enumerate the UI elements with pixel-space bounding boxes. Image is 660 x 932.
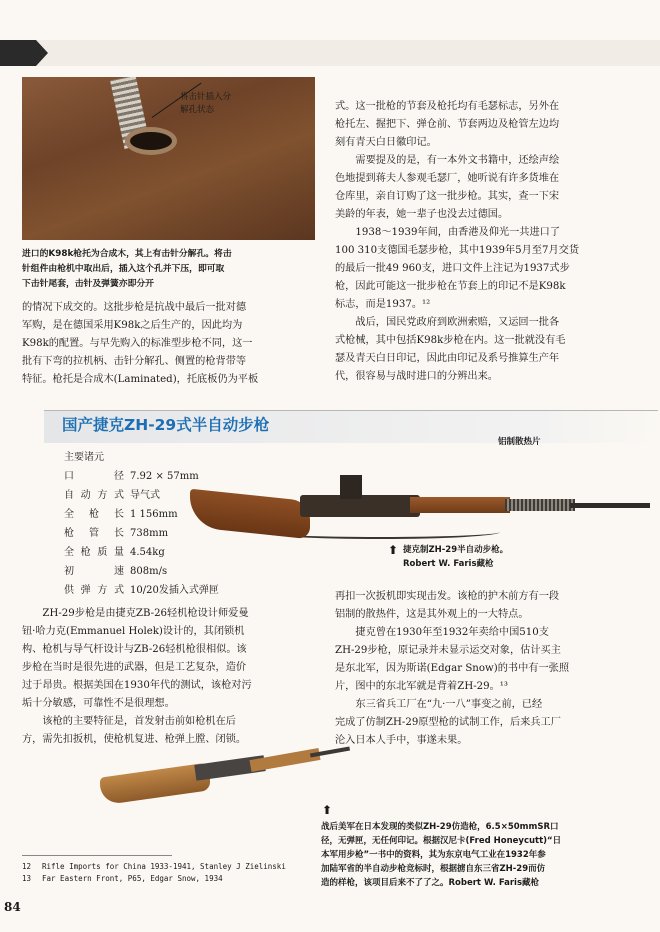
photo-label: 将击针插入分 解孔状态 [180, 92, 232, 115]
left-bottom-text [22, 605, 316, 749]
text-line: 式。这一批枪的节套及枪托均有毛瑟标志，另外在 [335, 101, 560, 112]
spec-key: 口 径 [64, 471, 124, 482]
spec-key: 枪 管 长 [64, 528, 124, 539]
rifle2-handguard [249, 748, 320, 772]
spec-row [64, 581, 219, 600]
spec-row [64, 543, 219, 562]
spec-value: 10/20发插入式弹匣 [130, 585, 219, 596]
footnote [22, 861, 286, 873]
caption-line: 造的样枪，该项目后来不了了之。Robert W. Faris藏枪 [321, 878, 540, 888]
heatsink-label: 铝制散热片 [498, 437, 541, 447]
spec-value: 1 156mm [130, 509, 178, 520]
text-line: 钮·哈力克(Emmanuel Holek)设计的，其闭锁机 [22, 626, 245, 637]
text-line: 色地提到蒋夫人参观毛瑟厂，她听说有许多货堆在 [335, 173, 560, 184]
caption-line: 本军用步枪”一书中的资料，其为东京电气工业在1932年参 [321, 850, 546, 860]
text-line: 瑟及青天白日印记，因此由印记及系号推算生产年 [335, 353, 560, 364]
text-line: ZH-29步枪是由捷克ZB-26轻机枪设计师爱曼 [42, 608, 249, 619]
header-tab [0, 40, 36, 66]
text-line: 是东北军，因为斯诺(Edgar Snow)的书中有一张照 [335, 663, 570, 674]
spec-value: 808m/s [130, 566, 168, 577]
spec-value: 7.92 × 57mm [130, 471, 199, 482]
spec-value: 738mm [130, 528, 169, 539]
section-title: 国产捷克ZH-29式半自动步枪 [62, 416, 270, 434]
footnote-text: Far Eastern Front, P65, Edgar Snow, 1934 [42, 874, 223, 883]
text-line: 构、枪机与导气杆设计与ZB-26轻机枪很相似。该 [22, 644, 247, 655]
spec-key: 全 枪 长 [64, 509, 124, 520]
spec-value: 4.54kg [130, 547, 165, 558]
rifle-stock [190, 489, 310, 540]
text-line: 式枪械，其中包括K98k步枪在内。这一批就没有毛 [335, 335, 566, 346]
footnote-text: Rifle Imports for China 1933-1941, Stanley J Zielinski [42, 862, 286, 871]
text-line: 美龄的年表，她一辈子也没去过德国。 [335, 209, 509, 220]
text-line: 代，很容易与战时进口的分辨出来。 [335, 371, 498, 382]
rifle2-stock [100, 762, 210, 805]
text-line: 方，需先扣扳机，使枪机复进、枪弹上膛、闭锁。 [22, 734, 247, 745]
text-line: 再扣一次扳机即实现击发。该枪的护木前方有一段 [335, 591, 560, 602]
text-line: 1938～1939年间，由香港及仰光一共进口了 [355, 227, 561, 238]
text-line: 刻有青天白日徽印记。 [335, 137, 437, 148]
spec-key: 全枪质量 [64, 547, 124, 558]
text-line: 的最后一批49 960支，进口文件上注记为1937式步 [335, 263, 570, 274]
text-line: 仓库里，亲自订购了这一批步枪。其实，查一下宋 [335, 191, 560, 202]
zh29-rifle-photo [190, 455, 650, 540]
k98k-stock-photo [22, 77, 315, 240]
text-line: 东三省兵工厂在“九·一八”事变之前，已经 [355, 699, 543, 710]
spec-row [64, 562, 219, 581]
text-line: 片，图中的东北军就是背着ZH-29。¹³ [335, 681, 508, 692]
arrow-up-icon: ⬆ [388, 543, 399, 557]
rifle-barrel [570, 503, 650, 508]
rifle2-caption [321, 820, 629, 890]
text-line: 沦入日本人手中，事遂未果。 [335, 735, 468, 746]
text-line: 垢十分敏感，可靠性不是很理想。 [22, 698, 175, 709]
spec-key: 自动方式 [64, 490, 124, 501]
text-line: ZH-29步枪，原记录并未显示运交对象，估计买主 [335, 645, 561, 656]
rifle1-caption: 捷克制ZH-29半自动步枪。 Robert W. Faris藏枪 [403, 545, 509, 569]
rifle-magazine [340, 475, 362, 499]
japanese-copy-rifle-photo [100, 750, 350, 810]
footnote-number: 13 [22, 874, 32, 883]
page-number: 84 [4, 900, 21, 914]
photo1-caption: 进口的K98k枪托为合成木，其上有击针分解孔。将击 针组件由枪机中取出后，插入这个孔并下压，即可取 下击针尾套，击针及弹簧亦即分开 [22, 249, 232, 289]
left-top-text: 的情况下成交的。这批步枪是抗战中最后一批对德 军购，是在德国采用K98k之后生产的，因此均为 K98k的配置。与早先购入的标准型步枪不同，这一 批有下弯的拉机柄、击针分解孔、侧置的枪背带等 特征。枪托是合成木(Laminated)，托底板仍为平板 [22, 302, 259, 385]
footnote-number: 12 [22, 862, 32, 871]
footnote [22, 873, 286, 885]
caption-line: 径，无弹匣，无任何印记。根据汉尼卡(Fred Honeycutt)“日 [321, 836, 562, 846]
text-line: 该枪的主要特征是，首发射击前如枪机在后 [42, 716, 236, 727]
spec-key: 供弹方式 [64, 585, 124, 596]
spec-heading: 主要诸元 [64, 452, 104, 463]
text-line: 100 310支德国毛瑟步枪，其中1939年5月至7月交货 [335, 245, 580, 256]
page-header-bar [0, 40, 660, 66]
text-line: 过于昂贵。根据美国在1930年代的测试，该枪对污 [22, 680, 252, 691]
text-line: 完成了仿制ZH-29原型枪的试制工作，后来兵工厂 [335, 717, 561, 728]
text-line: 枪，因此可能这一批步枪在节套上的印记不是K98k [335, 281, 566, 292]
right-top-text [335, 98, 635, 386]
disassembly-hole [130, 132, 172, 150]
spec-value: 导气式 [130, 490, 160, 501]
footnote-rule [22, 855, 172, 856]
arrow-up-icon-2: ⬆ [322, 803, 333, 817]
rifle-handguard [410, 497, 510, 513]
text-line: 标志，而是1937。¹² [335, 299, 431, 310]
spec-key: 初 速 [64, 566, 124, 577]
footnotes [22, 861, 286, 885]
text-line: 铝制的散热件，这是其外观上的一大特点。 [335, 609, 529, 620]
right-bottom-text [335, 588, 635, 750]
caption-line: 加陆军省的半自动步枪竞标时，根据掳自东三省ZH-29而仿 [321, 864, 546, 874]
text-line: 需要提及的是，有一本外文书籍中，还绘声绘 [355, 155, 560, 166]
caption-line: 战后美军在日本发现的类似ZH-29仿造枪，6.5×50mmSR口 [321, 822, 559, 832]
text-line: 枪托左、握把下、弹仓前、节套两边及枪管左边均 [335, 119, 560, 130]
text-line: 捷克曾在1930年至1932年卖给中国510支 [355, 627, 549, 638]
heatsink-fins [505, 499, 575, 511]
text-line: 战后，国民党政府到欧洲索赔，又运回一批各 [355, 317, 560, 328]
text-line: 步枪在当时是很先进的武器，但是工艺复杂，造价 [22, 662, 247, 673]
